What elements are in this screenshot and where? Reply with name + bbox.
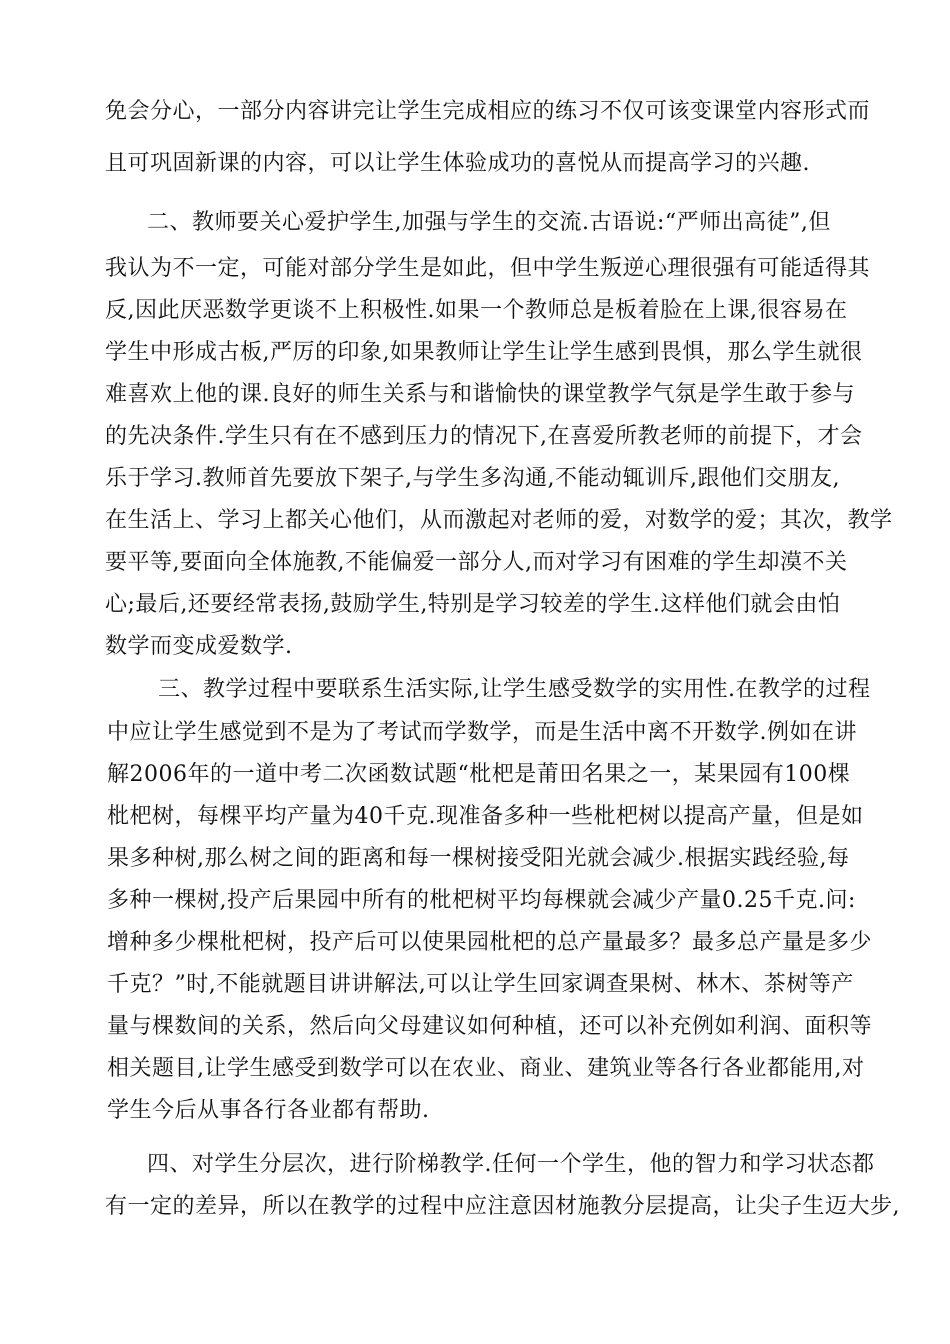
text-line: 量与棵数间的关系，然后向父母建议如何种植，还可以补充例如利润、面积等	[107, 1014, 873, 1039]
text-line: 解2006年的一道中考二次函数试题“枇杷是莆田名果之一，某果园有100棵	[107, 762, 851, 787]
text-line: 心;最后,还要经常表扬,鼓励学生,特别是学习较差的学生.这样他们就会由怕	[105, 592, 841, 617]
text-line: 二、教师要关心爱护学生,加强与学生的交流.古语说:“严师出高徒”,但	[147, 210, 831, 235]
text-line: 乐于学习.教师首先要放下架子,与学生多沟通,不能动辄训斥,跟他们交朋友,	[105, 466, 840, 491]
text-line: 在生活上、学习上都关心他们，从而激起对老师的爱，对数学的爱；其次，教学	[105, 508, 893, 533]
text-line: 千克？”时,不能就题目讲讲解法,可以让学生回家调查果树、林木、茶树等产	[107, 972, 854, 997]
text-line: 枇杷树，每棵平均产量为40千克.现准备多种一些枇杷树以提高产量，但是如	[107, 804, 864, 829]
text-line: 难喜欢上他的课.良好的师生关系与和谐愉快的课堂教学气氛是学生敢于参与	[105, 382, 855, 407]
text-line: 反,因此厌恶数学更谈不上积极性.如果一个教师总是板着脸在上课,很容易在	[105, 298, 848, 323]
text-line: 学生今后从事各行各业都有帮助.	[107, 1098, 430, 1123]
text-line: 中应让学生感觉到不是为了考试而学数学，而是生活中离不开数学.例如在讲	[107, 720, 857, 745]
text-line: 免会分心，一部分内容讲完让学生完成相应的练习不仅可该变课堂内容形式而	[105, 99, 871, 124]
text-line: 多种一棵树,投产后果园中所有的枇杷树平均每棵就会减少产量0.25千克.问:	[107, 888, 856, 913]
text-line: 三、教学过程中要联系生活实际,让学生感受数学的实用性.在教学的过程	[158, 677, 871, 702]
text-line: 增种多少棵枇杷树，投产后可以使果园枇杷的总产量最多？最多总产量是多少	[107, 930, 873, 955]
text-line: 有一定的差异，所以在教学的过程中应注意因材施教分层提高，让尖子生迈大步,	[105, 1194, 900, 1219]
text-line: 我认为不一定，可能对部分学生是如此，但中学生叛逆心理很强有可能适得其	[105, 256, 871, 281]
text-line: 数学而变成爱数学.	[105, 634, 293, 659]
text-line: 且可巩固新课的内容，可以让学生体验成功的喜悦从而提高学习的兴趣.	[105, 151, 810, 176]
text-line: 果多种树,那么树之间的距离和每一棵树接受阳光就会减少.根据实践经验,每	[107, 846, 850, 871]
text-line: 的先决条件.学生只有在不感到压力的情况下,在喜爱所教老师的前提下，才会	[105, 424, 863, 449]
text-line: 要平等,要面向全体施教,不能偏爱一部分人,而对学习有困难的学生却漠不关	[105, 550, 848, 575]
text-line: 学生中形成古板,严厉的印象,如果教师让学生让学生感到畏惧，那么学生就很	[105, 340, 863, 365]
text-line: 相关题目,让学生感受到数学可以在农业、商业、建筑业等各行各业都能用,对	[107, 1056, 865, 1081]
text-line: 四、对学生分层次，进行阶梯教学.任何一个学生，他的智力和学习状态都	[147, 1152, 875, 1177]
